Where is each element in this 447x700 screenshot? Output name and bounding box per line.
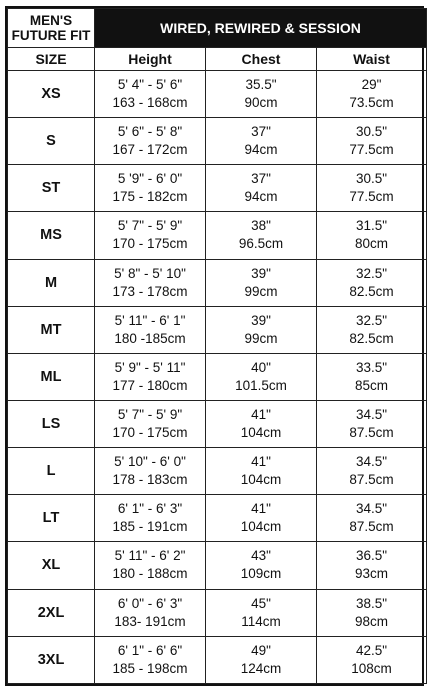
waist-metric: 93cm <box>355 566 389 582</box>
chest-metric: 96.5cm <box>238 236 284 252</box>
chest-metric: 124cm <box>240 660 282 676</box>
size-cell <box>8 118 95 165</box>
waist-imperial: 32.5" <box>355 265 388 281</box>
table-row <box>8 71 427 118</box>
waist-imperial: 42.5" <box>355 642 388 658</box>
height-metric: 177 - 180cm <box>112 377 188 393</box>
height-cell <box>95 448 206 495</box>
height-imperial: 5' 10" - 6' 0" <box>114 454 186 470</box>
table-row <box>8 212 427 259</box>
chest-imperial: 41" <box>251 407 271 423</box>
size-cell <box>8 353 95 400</box>
size-label: L <box>46 463 56 480</box>
waist-cell <box>317 71 427 118</box>
waist-cell <box>317 306 427 353</box>
height-cell <box>95 400 206 447</box>
height-metric: 167 - 172cm <box>112 142 188 158</box>
waist-metric: 82.5cm <box>349 330 394 346</box>
chest-imperial: 37" <box>251 124 271 140</box>
waist-metric: 82.5cm <box>349 283 394 299</box>
size-label: XL <box>41 557 61 574</box>
chest-cell <box>206 165 317 212</box>
size-cell <box>8 306 95 353</box>
waist-metric: 73.5cm <box>349 95 394 111</box>
waist-imperial: 30.5" <box>355 124 388 140</box>
waist-imperial: 34.5" <box>355 501 388 517</box>
height-metric: 175 - 182cm <box>112 189 188 205</box>
waist-metric: 80cm <box>355 236 389 252</box>
table-row <box>8 636 427 683</box>
chest-imperial: 41" <box>251 501 271 517</box>
chest-imperial: 45" <box>251 595 271 611</box>
chest-imperial: 39" <box>251 265 271 281</box>
height-imperial: 5' 6" - 5' 8" <box>117 124 183 140</box>
waist-cell <box>317 495 427 542</box>
table-row <box>8 589 427 636</box>
chest-metric: 109cm <box>240 566 282 582</box>
height-metric: 185 - 198cm <box>112 660 188 676</box>
chest-imperial: 37" <box>251 171 271 187</box>
chest-metric: 101.5cm <box>235 377 287 393</box>
chest-cell <box>206 118 317 165</box>
waist-imperial: 32.5" <box>355 312 388 328</box>
chest-cell <box>206 589 317 636</box>
chest-imperial: 49" <box>251 642 271 658</box>
chest-cell <box>206 71 317 118</box>
waist-imperial: 31.5" <box>355 218 388 234</box>
waist-metric: 98cm <box>355 613 389 629</box>
chest-metric: 99cm <box>244 283 278 299</box>
waist-cell <box>317 448 427 495</box>
product-line-title: WIRED, REWIRED & SESSION <box>95 9 427 48</box>
header-chest: Chest <box>206 48 317 71</box>
size-cell <box>8 212 95 259</box>
chest-metric: 94cm <box>244 189 278 205</box>
size-label: MT <box>40 321 62 338</box>
size-label: 2XL <box>37 604 65 621</box>
height-metric: 170 - 175cm <box>112 425 188 441</box>
size-cell <box>8 636 95 683</box>
chest-cell <box>206 400 317 447</box>
size-label: LT <box>42 510 60 527</box>
height-cell <box>95 259 206 306</box>
height-cell <box>95 542 206 589</box>
size-label: M <box>44 274 58 291</box>
height-cell <box>95 165 206 212</box>
chest-cell <box>206 353 317 400</box>
height-metric: 180 - 188cm <box>112 566 188 582</box>
waist-cell <box>317 353 427 400</box>
chest-metric: 94cm <box>244 142 278 158</box>
height-cell <box>95 353 206 400</box>
header-size: SIZE <box>8 48 95 71</box>
height-cell <box>95 495 206 542</box>
header-height: Height <box>95 48 206 71</box>
height-cell <box>95 118 206 165</box>
chest-imperial: 41" <box>251 454 271 470</box>
height-cell <box>95 212 206 259</box>
fit-title: MEN'S FUTURE FIT <box>8 9 95 48</box>
height-metric: 163 - 168cm <box>112 95 188 111</box>
waist-metric: 87.5cm <box>349 472 394 488</box>
chest-metric: 104cm <box>240 472 282 488</box>
chest-cell <box>206 306 317 353</box>
table-row <box>8 400 427 447</box>
chest-metric: 99cm <box>244 330 278 346</box>
table-row <box>8 165 427 212</box>
height-cell <box>95 636 206 683</box>
chest-cell <box>206 636 317 683</box>
chest-imperial: 40" <box>251 359 271 375</box>
size-label: LS <box>41 416 61 433</box>
height-metric: 178 - 183cm <box>112 472 188 488</box>
waist-cell <box>317 589 427 636</box>
size-cell <box>8 259 95 306</box>
table-row <box>8 495 427 542</box>
table-row <box>8 306 427 353</box>
height-imperial: 5' 7" - 5' 9" <box>117 218 183 234</box>
table-row <box>8 448 427 495</box>
waist-cell <box>317 636 427 683</box>
height-cell <box>95 71 206 118</box>
waist-imperial: 34.5" <box>355 454 388 470</box>
size-cell <box>8 71 95 118</box>
size-cell <box>8 589 95 636</box>
height-imperial: 5' 11" - 6' 1" <box>114 312 186 328</box>
height-imperial: 5 '9" - 6' 0" <box>117 171 183 187</box>
height-cell <box>95 589 206 636</box>
chest-cell <box>206 495 317 542</box>
banner-row <box>8 9 427 48</box>
chest-metric: 90cm <box>244 95 278 111</box>
waist-cell <box>317 542 427 589</box>
chest-imperial: 43" <box>251 548 271 564</box>
waist-cell <box>317 259 427 306</box>
height-metric: 173 - 178cm <box>112 283 188 299</box>
size-cell <box>8 165 95 212</box>
waist-cell <box>317 212 427 259</box>
chest-cell <box>206 212 317 259</box>
waist-metric: 87.5cm <box>349 425 394 441</box>
waist-imperial: 38.5" <box>355 595 388 611</box>
header-row <box>8 48 427 71</box>
height-metric: 183- 191cm <box>114 613 186 629</box>
size-cell <box>8 400 95 447</box>
chest-metric: 104cm <box>240 425 282 441</box>
waist-cell <box>317 400 427 447</box>
size-cell <box>8 495 95 542</box>
chest-imperial: 38" <box>251 218 271 234</box>
chest-cell <box>206 259 317 306</box>
waist-imperial: 33.5" <box>355 359 388 375</box>
size-label: XS <box>41 86 61 103</box>
waist-metric: 108cm <box>351 660 392 676</box>
size-label: MS <box>40 227 62 244</box>
header-waist: Waist <box>317 48 427 71</box>
waist-imperial: 29" <box>361 77 382 93</box>
table-row <box>8 542 427 589</box>
waist-imperial: 34.5" <box>355 407 388 423</box>
waist-metric: 85cm <box>355 377 389 393</box>
height-imperial: 6' 0" - 6' 3" <box>117 595 183 611</box>
height-imperial: 5' 7" - 5' 9" <box>117 407 183 423</box>
table-row <box>8 353 427 400</box>
height-imperial: 6' 1" - 6' 3" <box>117 501 183 517</box>
chest-imperial: 35.5" <box>245 77 277 93</box>
chest-metric: 114cm <box>241 613 281 629</box>
size-label: ST <box>41 180 61 197</box>
waist-cell <box>317 118 427 165</box>
height-imperial: 5' 9" - 5' 11" <box>114 359 186 375</box>
height-imperial: 6' 1" - 6' 6" <box>117 642 183 658</box>
size-label: ML <box>40 368 62 385</box>
waist-metric: 77.5cm <box>349 142 394 158</box>
waist-metric: 77.5cm <box>349 189 394 205</box>
size-label: 3XL <box>37 651 65 668</box>
height-metric: 180 -185cm <box>114 330 186 346</box>
height-imperial: 5' 8" - 5' 10" <box>114 265 186 281</box>
chest-imperial: 39" <box>251 312 271 328</box>
size-chart-table <box>7 8 427 684</box>
table-row <box>8 118 427 165</box>
size-label: S <box>46 133 56 150</box>
table-row <box>8 259 427 306</box>
waist-imperial: 36.5" <box>355 548 388 564</box>
size-cell <box>8 542 95 589</box>
waist-metric: 87.5cm <box>349 519 394 535</box>
height-imperial: 5' 11" - 6' 2" <box>114 548 186 564</box>
chest-metric: 104cm <box>240 519 282 535</box>
waist-cell <box>317 165 427 212</box>
height-metric: 185 - 191cm <box>112 519 188 535</box>
size-chart <box>5 6 424 686</box>
height-imperial: 5' 4" - 5' 6" <box>117 77 183 93</box>
chest-cell <box>206 542 317 589</box>
waist-imperial: 30.5" <box>355 171 388 187</box>
height-metric: 170 - 175cm <box>112 236 188 252</box>
chest-cell <box>206 448 317 495</box>
height-cell <box>95 306 206 353</box>
size-cell <box>8 448 95 495</box>
